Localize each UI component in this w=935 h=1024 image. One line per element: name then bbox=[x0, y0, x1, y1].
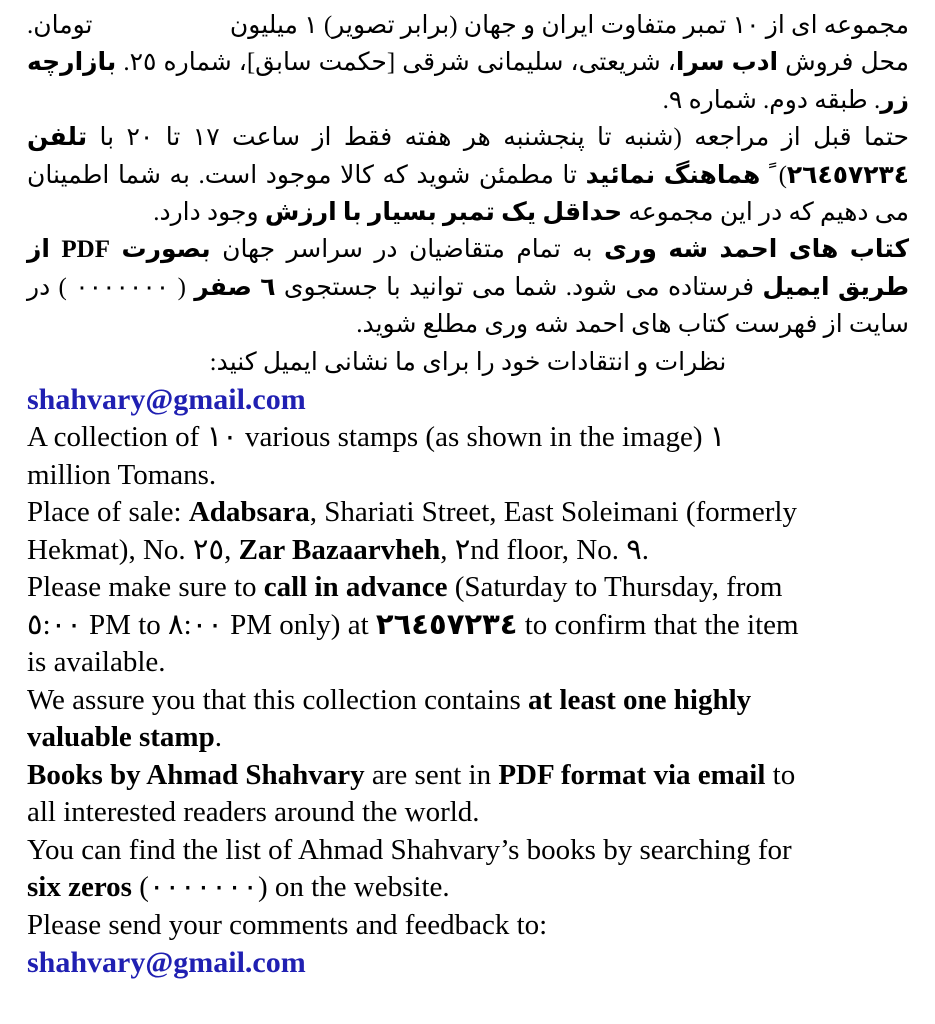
bold-segment: at least one highly bbox=[528, 683, 752, 716]
farsi-line-phone-number bbox=[27, 157, 909, 194]
text-segment: million Tomans. bbox=[27, 458, 217, 491]
bold-segment: ادب سرا bbox=[675, 49, 779, 77]
english-line-assurance-1 bbox=[27, 682, 909, 720]
english-line-search-1 bbox=[27, 832, 909, 870]
bold-segment: بازارچه bbox=[27, 49, 117, 77]
text-segment: . طبقه دوم. شماره ٩. bbox=[662, 86, 881, 114]
text-segment: فرستاده می شود. شما می توانید با جستجوی bbox=[275, 273, 763, 301]
bold-segment: call in advance bbox=[263, 571, 448, 604]
bold-segment: six zeros bbox=[27, 871, 132, 904]
english-line-assurance-2 bbox=[27, 719, 909, 757]
text-segment: سایت از فهرست کتاب های احمد شه وری مطلع شوید. bbox=[356, 311, 909, 339]
text-segment: ٥:٠٠ PM to ٨:٠٠ PM only) at bbox=[27, 608, 376, 641]
text-segment: ) در bbox=[27, 273, 76, 301]
text-segment: ( bbox=[169, 273, 195, 301]
farsi-line-call-hours bbox=[27, 119, 909, 156]
english-line-books-2 bbox=[27, 794, 909, 832]
text-segment: نظرات و انتقادات خود را برای ما نشانی ایمیل کنید: bbox=[209, 348, 727, 376]
text-segment: تومان. bbox=[27, 12, 93, 39]
bold-segment: حداقل یک تمبر بسیار با ارزش bbox=[264, 199, 623, 227]
text-segment: ( bbox=[131, 871, 149, 904]
bold-segment: تلفن bbox=[27, 124, 88, 152]
zeros-digits: ٠٠٠٠٠٠٠ bbox=[75, 273, 170, 301]
farsi-line-collection-price bbox=[27, 7, 909, 44]
bold-segment: از bbox=[27, 236, 50, 264]
english-line-call-in-advance-2 bbox=[27, 607, 909, 645]
english-section bbox=[27, 419, 909, 944]
text-segment: مجموعه ای از ١٠ تمبر متفاوت ایران و جهان (برابر تصویر) ١ میلیون bbox=[229, 12, 909, 39]
text-segment: ) on the website. bbox=[257, 871, 450, 904]
text-segment: . bbox=[214, 721, 222, 754]
bold-segment: هماهنگ نمائید bbox=[585, 161, 761, 189]
text-segment: You can find the list of Ahmad Shahvary’s books by searching for bbox=[27, 833, 792, 866]
text-segment: is available. bbox=[27, 646, 166, 679]
english-line-search-2 bbox=[27, 869, 909, 907]
farsi-line-feedback bbox=[27, 344, 909, 381]
text-segment: , ٢nd floor, No. ٩. bbox=[440, 533, 650, 566]
english-line-books-1 bbox=[27, 757, 909, 795]
english-line-call-in-advance-1 bbox=[27, 569, 909, 607]
text-segment bbox=[50, 236, 61, 263]
text-segment: to confirm that the item bbox=[517, 608, 799, 641]
english-line-call-in-advance-3 bbox=[27, 644, 909, 682]
text-segment: A collection of ١٠ various stamps (as shown in the image) ١ bbox=[27, 421, 726, 454]
english-line-place-of-sale-1 bbox=[27, 494, 909, 532]
text-segment: to bbox=[765, 758, 796, 791]
text-segment: (Saturday to Thursday, from bbox=[447, 571, 783, 604]
phone-number-segment: ٢٦٤٥٧٢٣٤ bbox=[375, 608, 518, 641]
english-line-collection-2 bbox=[27, 457, 909, 495]
text-segment: می دهیم که در این مجموعه bbox=[622, 199, 909, 227]
text-segment: We assure you that this collection contains bbox=[27, 683, 529, 716]
bold-segment: Books by Ahmad Shahvary bbox=[27, 758, 365, 791]
farsi-line-sale-location-1 bbox=[27, 44, 909, 81]
farsi-line-books-list bbox=[27, 306, 909, 343]
bold-segment: PDF format via email bbox=[498, 758, 766, 791]
english-line-collection-1 bbox=[27, 419, 909, 457]
text-segment: حتما قبل از مراجعه (شنبه تا پنجشنبه هر هفته فقط از ساعت ١٧ تا ٢٠ با bbox=[87, 124, 910, 152]
english-line-feedback bbox=[27, 907, 909, 945]
phone-number-segment: ٢٦٤٥٧٢٣٤ bbox=[786, 161, 909, 189]
bold-segment: Zar Bazaarvheh bbox=[238, 533, 441, 566]
text-segment: محل فروش bbox=[778, 49, 910, 77]
english-line-place-of-sale-2 bbox=[27, 532, 909, 570]
email-link-top[interactable]: shahvary@gmail.com bbox=[27, 383, 306, 417]
text-segment: all interested readers around the world. bbox=[27, 796, 480, 829]
text-segment: ) ً bbox=[760, 161, 787, 189]
farsi-line-six-zeros bbox=[27, 269, 909, 306]
farsi-line-sale-location-2 bbox=[27, 82, 909, 119]
text-segment: , Shariati Street, East Soleimani (formerly bbox=[309, 496, 797, 529]
bold-segment: زر bbox=[880, 86, 909, 114]
email-link-bottom[interactable]: shahvary@gmail.com bbox=[27, 946, 306, 980]
farsi-line-valuable-stamp bbox=[27, 194, 909, 231]
text-segment: تا مطمئن شوید که کالا موجود است. به شما اطمینان bbox=[27, 161, 586, 189]
bold-segment: کتاب های احمد شه وری bbox=[604, 236, 910, 264]
bold-segment: ٦ صفر bbox=[194, 273, 276, 301]
text-segment: به تمام متقاضیان در سراسر جهان bbox=[210, 236, 605, 264]
bold-segment: بصورت PDF bbox=[61, 236, 211, 264]
bold-segment: valuable stamp bbox=[27, 721, 215, 754]
text-segment: وجود دارد. bbox=[153, 199, 265, 227]
bold-segment: طریق ایمیل bbox=[762, 273, 909, 301]
text-segment: Hekmat), No. ٢٥, bbox=[27, 533, 239, 566]
farsi-section bbox=[27, 7, 909, 381]
text-segment: are sent in bbox=[364, 758, 499, 791]
text-segment: Please make sure to bbox=[27, 571, 264, 604]
farsi-line-books-pdf bbox=[27, 231, 909, 268]
zeros-digits: ٠٠٠٠٠٠٠ bbox=[148, 871, 258, 904]
text-segment: Place of sale: bbox=[27, 496, 189, 529]
text-segment: Please send your comments and feedback to: bbox=[27, 908, 548, 941]
bold-segment: Adabsara bbox=[188, 496, 310, 529]
text-segment: ، شریعتی، سلیمانی شرقی [حکمت سابق]، شماره ٢٥. bbox=[116, 49, 676, 77]
